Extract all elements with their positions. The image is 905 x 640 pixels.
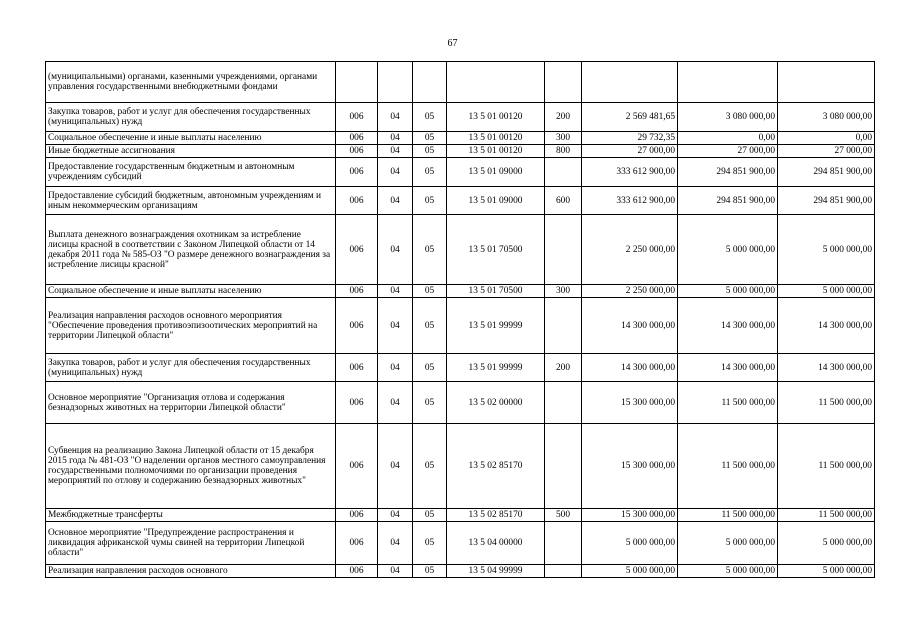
table-row <box>46 103 875 132</box>
row-name: Межбюджетные трансферты <box>46 509 336 522</box>
section-code: 04 <box>378 132 413 145</box>
target-article: 13 5 01 00120 <box>447 145 545 158</box>
department-code: 006 <box>336 103 378 132</box>
amount-year-3: 294 851 900,00 <box>778 187 875 215</box>
section-code: 04 <box>378 522 413 565</box>
section-code: 04 <box>378 145 413 158</box>
row-name: Реализация направления расходов основного <box>46 565 336 578</box>
subsection-code: 05 <box>413 132 447 145</box>
amount-year-1: 2 250 000,00 <box>582 285 678 298</box>
department-code: 006 <box>336 354 378 382</box>
department-code: 006 <box>336 424 378 509</box>
amount-year-3: 5 000 000,00 <box>778 565 875 578</box>
amount-year-2: 14 300 000,00 <box>678 298 778 354</box>
department-code: 006 <box>336 509 378 522</box>
expense-type <box>545 424 582 509</box>
target-article: 13 5 01 09000 <box>447 187 545 215</box>
table-row <box>46 382 875 424</box>
department-code: 006 <box>336 187 378 215</box>
amount-year-2 <box>678 62 778 103</box>
expense-type: 600 <box>545 187 582 215</box>
table-row <box>46 132 875 145</box>
amount-year-2: 11 500 000,00 <box>678 382 778 424</box>
amount-year-1: 2 569 481,65 <box>582 103 678 132</box>
section-code: 04 <box>378 509 413 522</box>
target-article: 13 5 01 00120 <box>447 132 545 145</box>
amount-year-2: 294 851 900,00 <box>678 158 778 187</box>
row-name: Закупка товаров, работ и услуг для обеспечения государственных (муниципальных) нужд <box>46 354 336 382</box>
expense-type: 800 <box>545 145 582 158</box>
amount-year-2: 294 851 900,00 <box>678 187 778 215</box>
amount-year-3: 11 500 000,00 <box>778 424 875 509</box>
department-code: 006 <box>336 215 378 285</box>
subsection-code: 05 <box>413 382 447 424</box>
target-article: 13 5 01 70500 <box>447 285 545 298</box>
section-code: 04 <box>378 103 413 132</box>
expense-type <box>545 62 582 103</box>
expense-type <box>545 158 582 187</box>
section-code: 04 <box>378 215 413 285</box>
section-code: 04 <box>378 158 413 187</box>
amount-year-3: 5 000 000,00 <box>778 522 875 565</box>
section-code: 04 <box>378 565 413 578</box>
amount-year-3: 0,00 <box>778 132 875 145</box>
row-name: Иные бюджетные ассигнования <box>46 145 336 158</box>
department-code: 006 <box>336 522 378 565</box>
expense-type: 200 <box>545 354 582 382</box>
amount-year-1: 29 732,35 <box>582 132 678 145</box>
amount-year-1: 333 612 900,00 <box>582 187 678 215</box>
target-article: 13 5 01 99999 <box>447 354 545 382</box>
subsection-code: 05 <box>413 509 447 522</box>
amount-year-3: 5 000 000,00 <box>778 285 875 298</box>
amount-year-1: 333 612 900,00 <box>582 158 678 187</box>
subsection-code: 05 <box>413 424 447 509</box>
amount-year-3: 27 000,00 <box>778 145 875 158</box>
table-row <box>46 298 875 354</box>
amount-year-3: 14 300 000,00 <box>778 354 875 382</box>
amount-year-1: 15 300 000,00 <box>582 509 678 522</box>
amount-year-3: 5 000 000,00 <box>778 215 875 285</box>
amount-year-1: 5 000 000,00 <box>582 522 678 565</box>
expense-type <box>545 298 582 354</box>
amount-year-3: 11 500 000,00 <box>778 509 875 522</box>
table-row <box>46 285 875 298</box>
expense-type: 300 <box>545 132 582 145</box>
row-name: Выплата денежного вознаграждения охотникам за истребление лисицы красной в соответствии с Законом Липецкой области от 14 декабря 2011 года № 585-ОЗ "О размере денежного вознаграждения за истребление лисицы красной" <box>46 215 336 285</box>
amount-year-1: 27 000,00 <box>582 145 678 158</box>
subsection-code: 05 <box>413 298 447 354</box>
amount-year-3: 3 080 000,00 <box>778 103 875 132</box>
section-code: 04 <box>378 354 413 382</box>
table-row <box>46 187 875 215</box>
amount-year-2: 14 300 000,00 <box>678 354 778 382</box>
section-code: 04 <box>378 298 413 354</box>
subsection-code: 05 <box>413 285 447 298</box>
table-row <box>46 62 875 103</box>
row-name: Субвенция на реализацию Закона Липецкой области от 15 декабря 2015 года № 481-ОЗ "О наделении органов местного самоуправления государственными полномочиями по организации проведения мероприятий по отлову и содержанию безнадзорных животных" <box>46 424 336 509</box>
row-name: Основное мероприятие "Предупреждение распространения и ликвидация африканской чумы свиней на территории Липецкой области" <box>46 522 336 565</box>
subsection-code <box>413 62 447 103</box>
amount-year-3 <box>778 62 875 103</box>
amount-year-1: 14 300 000,00 <box>582 354 678 382</box>
subsection-code: 05 <box>413 354 447 382</box>
target-article: 13 5 02 00000 <box>447 382 545 424</box>
expense-type <box>545 522 582 565</box>
section-code: 04 <box>378 285 413 298</box>
row-name: Предоставление субсидий бюджетным, автономным учреждениям и иным некоммерческим организациям <box>46 187 336 215</box>
amount-year-2: 0,00 <box>678 132 778 145</box>
table-row <box>46 565 875 578</box>
table-row <box>46 509 875 522</box>
department-code: 006 <box>336 158 378 187</box>
target-article <box>447 62 545 103</box>
expense-type: 200 <box>545 103 582 132</box>
expense-type <box>545 215 582 285</box>
row-name: (муниципальными) органами, казенными учреждениями, органами управления государственными внебюджетными фондами <box>46 62 336 103</box>
subsection-code: 05 <box>413 145 447 158</box>
amount-year-2: 5 000 000,00 <box>678 285 778 298</box>
amount-year-3: 14 300 000,00 <box>778 298 875 354</box>
department-code: 006 <box>336 565 378 578</box>
table-row <box>46 424 875 509</box>
subsection-code: 05 <box>413 522 447 565</box>
row-name: Социальное обеспечение и иные выплаты населению <box>46 132 336 145</box>
table-row <box>46 354 875 382</box>
amount-year-2: 5 000 000,00 <box>678 522 778 565</box>
department-code: 006 <box>336 298 378 354</box>
section-code: 04 <box>378 424 413 509</box>
row-name: Основное мероприятие "Организация отлова и содержания безнадзорных животных на территории Липецкой области" <box>46 382 336 424</box>
target-article: 13 5 02 85170 <box>447 509 545 522</box>
row-name: Реализация направления расходов основного мероприятия "Обеспечение проведения противоэпизоотических мероприятий на территории Липецкой области" <box>46 298 336 354</box>
department-code: 006 <box>336 382 378 424</box>
department-code: 006 <box>336 132 378 145</box>
subsection-code: 05 <box>413 158 447 187</box>
amount-year-1: 2 250 000,00 <box>582 215 678 285</box>
row-name: Социальное обеспечение и иные выплаты населению <box>46 285 336 298</box>
amount-year-2: 3 080 000,00 <box>678 103 778 132</box>
section-code: 04 <box>378 187 413 215</box>
target-article: 13 5 04 99999 <box>447 565 545 578</box>
department-code: 006 <box>336 285 378 298</box>
table-row <box>46 145 875 158</box>
table-row <box>46 215 875 285</box>
amount-year-1 <box>582 62 678 103</box>
target-article: 13 5 02 85170 <box>447 424 545 509</box>
budget-table <box>45 61 875 578</box>
target-article: 13 5 01 70500 <box>447 215 545 285</box>
amount-year-2: 27 000,00 <box>678 145 778 158</box>
expense-type: 500 <box>545 509 582 522</box>
amount-year-2: 5 000 000,00 <box>678 215 778 285</box>
row-name: Закупка товаров, работ и услуг для обеспечения государственных (муниципальных) нужд <box>46 103 336 132</box>
table-row <box>46 158 875 187</box>
target-article: 13 5 01 99999 <box>447 298 545 354</box>
amount-year-2: 5 000 000,00 <box>678 565 778 578</box>
department-code <box>336 62 378 103</box>
table-row <box>46 522 875 565</box>
subsection-code: 05 <box>413 187 447 215</box>
expense-type <box>545 565 582 578</box>
amount-year-1: 15 300 000,00 <box>582 382 678 424</box>
amount-year-2: 11 500 000,00 <box>678 424 778 509</box>
target-article: 13 5 01 09000 <box>447 158 545 187</box>
expense-type: 300 <box>545 285 582 298</box>
amount-year-3: 11 500 000,00 <box>778 382 875 424</box>
subsection-code: 05 <box>413 103 447 132</box>
target-article: 13 5 04 00000 <box>447 522 545 565</box>
amount-year-1: 5 000 000,00 <box>582 565 678 578</box>
subsection-code: 05 <box>413 215 447 285</box>
amount-year-2: 11 500 000,00 <box>678 509 778 522</box>
amount-year-1: 14 300 000,00 <box>582 298 678 354</box>
expense-type <box>545 382 582 424</box>
row-name: Предоставление государственным бюджетным и автономным учреждениям субсидий <box>46 158 336 187</box>
department-code: 006 <box>336 145 378 158</box>
subsection-code: 05 <box>413 565 447 578</box>
section-code <box>378 62 413 103</box>
section-code: 04 <box>378 382 413 424</box>
target-article: 13 5 01 00120 <box>447 103 545 132</box>
amount-year-1: 15 300 000,00 <box>582 424 678 509</box>
amount-year-3: 294 851 900,00 <box>778 158 875 187</box>
page-number: 67 <box>447 38 458 49</box>
